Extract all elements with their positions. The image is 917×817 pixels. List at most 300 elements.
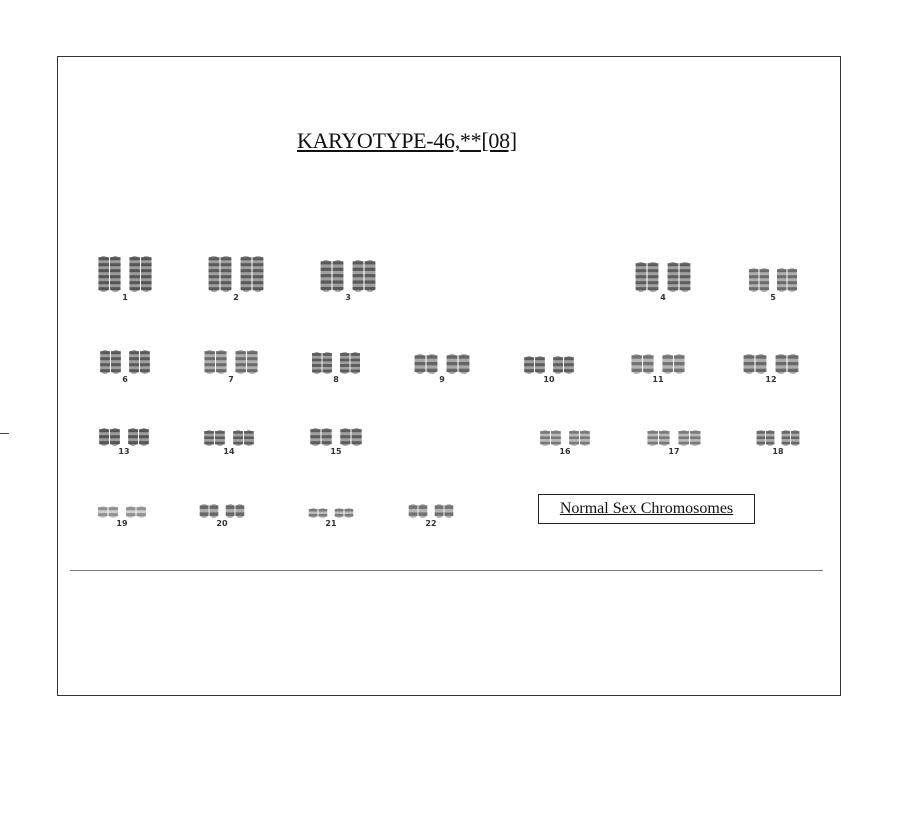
chromatid-band xyxy=(690,436,701,439)
chromosome-number: 4 xyxy=(660,293,666,302)
chromosome-19 xyxy=(94,506,150,530)
divider-line xyxy=(70,570,823,571)
chromatid-band xyxy=(204,351,215,354)
homolog-2 xyxy=(782,430,800,446)
chromosome-number: 18 xyxy=(772,447,784,456)
chromatid-band xyxy=(129,287,140,290)
chromatid-band xyxy=(318,509,327,512)
chromosome-pair-21 xyxy=(305,508,357,518)
chromatid-band xyxy=(569,431,579,434)
chromatid-band xyxy=(535,357,545,360)
chromatid-band xyxy=(141,263,152,266)
chromatid xyxy=(98,256,109,292)
chromatid-band xyxy=(98,287,109,290)
chromatid-band xyxy=(139,441,149,444)
chromatid-band xyxy=(447,369,458,372)
chromatid-band xyxy=(309,514,318,517)
chromosome-number: 10 xyxy=(543,375,555,384)
chromatid-band xyxy=(141,275,152,278)
chromatid-band xyxy=(674,355,685,358)
chromatid-band xyxy=(200,505,209,509)
homolog-1 xyxy=(540,430,561,446)
homolog-2 xyxy=(226,504,245,518)
chromatid xyxy=(141,256,152,292)
chromatid-band xyxy=(110,269,121,272)
chromatid-band xyxy=(766,436,775,439)
chromatid-band xyxy=(647,431,658,434)
chromatid-band xyxy=(241,269,252,272)
chromatid xyxy=(221,256,232,292)
chromatid-band xyxy=(759,287,769,290)
chromatid-band xyxy=(524,369,534,372)
chromatid-band xyxy=(553,357,563,360)
chromatid-band xyxy=(110,281,121,284)
chromosome-pair-9 xyxy=(410,354,474,374)
chromatid-band xyxy=(110,435,120,438)
chromatid-band xyxy=(749,287,759,290)
chromatid-band xyxy=(353,274,364,277)
chromatid-band xyxy=(128,441,138,444)
chromatid-band xyxy=(580,442,590,445)
chromatid-band xyxy=(126,507,136,510)
chromatid-band xyxy=(98,513,108,516)
chromatid-band xyxy=(129,357,139,360)
chromatid-band xyxy=(524,363,534,366)
chromatid-band xyxy=(340,441,350,444)
chromatid-band xyxy=(221,269,232,272)
chromosome-pair-2 xyxy=(204,256,268,292)
chromatid-band xyxy=(253,287,264,290)
chromatid-band xyxy=(322,441,332,444)
chromatid-band xyxy=(782,431,791,434)
chromatid-band xyxy=(787,287,797,290)
chromatid-band xyxy=(129,281,140,284)
chromatid-band xyxy=(136,513,146,516)
chromatid-band xyxy=(352,441,362,444)
chromatid-band xyxy=(756,355,767,358)
chromatid-band xyxy=(140,363,150,366)
chromatid-band xyxy=(141,287,152,290)
chromatid-band xyxy=(757,436,766,439)
chromatid-band xyxy=(680,269,691,272)
chromatid-band xyxy=(415,362,426,365)
chromatid-band xyxy=(209,281,220,284)
chromatid-band xyxy=(365,268,376,271)
chromatid-band xyxy=(756,362,767,365)
chromosome-number: 9 xyxy=(439,375,445,384)
chromatid-band xyxy=(759,269,769,272)
chromatid-band xyxy=(791,431,800,434)
chromatid-band xyxy=(631,362,642,365)
homolog-2 xyxy=(235,350,257,374)
chromatid-band xyxy=(551,442,561,445)
chromatid-band xyxy=(126,513,136,516)
chromatid-band xyxy=(344,509,353,512)
chromatid-band xyxy=(253,281,264,284)
chromatid-band xyxy=(353,280,364,283)
chromatid-band xyxy=(365,274,376,277)
chromosome-number: 20 xyxy=(216,519,228,528)
chromatid-band xyxy=(110,287,121,290)
chromatid-band xyxy=(659,436,670,439)
chromatid-band xyxy=(540,431,550,434)
chromosome-pair-8 xyxy=(308,352,364,374)
chromatid-band xyxy=(680,275,691,278)
chromosome-number: 19 xyxy=(116,519,128,528)
chromatid-band xyxy=(648,281,659,284)
chromatid-band xyxy=(749,275,759,278)
chromosome-number: 17 xyxy=(668,447,680,456)
chromatid-band xyxy=(200,512,209,516)
chromatid-band xyxy=(244,436,254,439)
chromatid-band xyxy=(241,257,252,260)
chromosome-21 xyxy=(305,508,357,530)
chromatid-band xyxy=(129,275,140,278)
chromatid-band xyxy=(209,263,220,266)
chromatid-band xyxy=(247,369,258,372)
chromatid-band xyxy=(415,355,426,358)
chromosome-number: 7 xyxy=(228,375,234,384)
chromosome-1 xyxy=(94,256,156,304)
homolog-1 xyxy=(312,352,332,374)
chromatid-band xyxy=(241,287,252,290)
chromosome-15 xyxy=(306,428,366,458)
chromosome-17 xyxy=(643,430,705,458)
chromatid-band xyxy=(418,505,427,509)
chromatid-band xyxy=(111,351,121,354)
chromatid-band xyxy=(447,362,458,365)
chromatid-band xyxy=(757,442,766,445)
chromatid-band xyxy=(204,436,214,439)
chromatid-band xyxy=(244,431,254,434)
homolog-1 xyxy=(321,260,344,292)
chromatid-band xyxy=(221,275,232,278)
homolog-2 xyxy=(340,428,361,446)
chromatid-band xyxy=(209,275,220,278)
chromatid-band xyxy=(350,359,360,362)
chromatid-band xyxy=(668,287,679,290)
chromatid-band xyxy=(564,363,574,366)
chromosome-11 xyxy=(627,354,689,386)
homolog-1 xyxy=(524,356,545,374)
chromatid-band xyxy=(141,269,152,272)
chromatid-band xyxy=(435,512,444,516)
chromosome-number: 6 xyxy=(122,375,128,384)
chromosome-12 xyxy=(739,354,803,386)
chromatid-band xyxy=(111,369,121,372)
chromatid-band xyxy=(690,442,701,445)
chromatid-band xyxy=(340,370,350,373)
chromatid-band xyxy=(140,357,150,360)
chromatid-band xyxy=(427,362,438,365)
chromatid xyxy=(241,256,252,292)
chromatid-band xyxy=(312,364,322,367)
chromatid-band xyxy=(98,257,109,260)
chromosome-number: 12 xyxy=(765,375,777,384)
chromatid-band xyxy=(110,275,121,278)
chromatid-band xyxy=(241,263,252,266)
homolog-2 xyxy=(126,506,146,518)
chromatid-band xyxy=(459,355,470,358)
chromosome-10 xyxy=(520,356,578,386)
homolog-2 xyxy=(128,428,149,446)
chromatid-band xyxy=(129,369,139,372)
chromatid-band xyxy=(100,363,110,366)
chromatid-band xyxy=(100,351,110,354)
chromosome-13 xyxy=(95,428,153,458)
chromatid-band xyxy=(98,263,109,266)
chromosome-pair-6 xyxy=(96,350,154,374)
chromatid-band xyxy=(99,429,109,432)
chromatid-band xyxy=(108,513,118,516)
homolog-2 xyxy=(662,354,684,374)
chromosome-number: 5 xyxy=(770,293,776,302)
homolog-2 xyxy=(678,430,700,446)
chromatid-band xyxy=(415,369,426,372)
chromatid-band xyxy=(136,507,146,510)
chromosome-pair-5 xyxy=(745,268,801,292)
homolog-1 xyxy=(204,430,225,446)
chromatid-band xyxy=(791,442,800,445)
chromatid-band xyxy=(668,269,679,272)
chromatid-band xyxy=(352,435,362,438)
chromatid-band xyxy=(333,268,344,271)
chromatid-band xyxy=(444,505,453,509)
chromatid-band xyxy=(253,275,264,278)
chromatid-band xyxy=(235,357,246,360)
chromatid-band xyxy=(216,369,227,372)
chromatid-band xyxy=(540,436,550,439)
chromatid-band xyxy=(333,261,344,264)
karyotype-title: KARYOTYPE-46,**[08] xyxy=(297,128,517,153)
chromatid-band xyxy=(344,514,353,517)
chromatid-band xyxy=(209,269,220,272)
chromatid xyxy=(209,256,220,292)
chromosome-pair-13 xyxy=(95,428,153,446)
chromatid-band xyxy=(321,268,332,271)
chromatid-band xyxy=(668,263,679,266)
homolog-2 xyxy=(353,260,376,292)
homolog-1 xyxy=(200,504,219,518)
chromosome-pair-15 xyxy=(306,428,366,446)
chromatid-band xyxy=(757,431,766,434)
chromosome-2 xyxy=(204,256,268,304)
chromatid-band xyxy=(678,442,689,445)
chromatid-band xyxy=(335,509,344,512)
chromatid-band xyxy=(322,435,332,438)
chromatid-band xyxy=(580,431,590,434)
chromatid-band xyxy=(759,281,769,284)
chromatid-band xyxy=(782,436,791,439)
chromatid-band xyxy=(216,363,227,366)
chromatid-band xyxy=(110,263,121,266)
chromatid-band xyxy=(643,355,654,358)
chromatid-band xyxy=(309,509,318,512)
chromatid-band xyxy=(204,442,214,445)
chromatid-band xyxy=(631,355,642,358)
chromatid-band xyxy=(235,351,246,354)
chromatid-band xyxy=(129,351,139,354)
chromatid-band xyxy=(321,280,332,283)
chromatid-band xyxy=(111,357,121,360)
chromosome-6 xyxy=(96,350,154,386)
homolog-1 xyxy=(309,508,328,518)
chromatid-band xyxy=(409,505,418,509)
chromatid-band xyxy=(524,357,534,360)
chromatid-band xyxy=(322,429,332,432)
chromatid-band xyxy=(668,281,679,284)
chromatid-band xyxy=(787,269,797,272)
homolog-2 xyxy=(668,262,691,292)
chromatid-band xyxy=(674,362,685,365)
chromatid-band xyxy=(352,429,362,432)
chromatid-band xyxy=(128,435,138,438)
chromatid-band xyxy=(647,442,658,445)
chromatid-band xyxy=(636,275,647,278)
chromosome-pair-18 xyxy=(753,430,803,446)
chromatid-band xyxy=(350,370,360,373)
chromatid-band xyxy=(247,357,258,360)
chromatid-band xyxy=(744,362,755,365)
chromatid-band xyxy=(233,431,243,434)
chromatid-band xyxy=(333,287,344,290)
chromatid-band xyxy=(129,363,139,366)
chromatid-band xyxy=(98,281,109,284)
chromatid-band xyxy=(643,362,654,365)
chromatid-band xyxy=(98,507,108,510)
chromatid-band xyxy=(659,442,670,445)
chromosome-pair-16 xyxy=(536,430,594,446)
chromatid-band xyxy=(759,275,769,278)
chromatid-band xyxy=(353,287,364,290)
chromatid-band xyxy=(648,269,659,272)
chromatid-band xyxy=(776,369,787,372)
homolog-1 xyxy=(98,256,120,292)
chromatid-band xyxy=(418,512,427,516)
chromatid-band xyxy=(129,269,140,272)
chromosome-number: 16 xyxy=(559,447,571,456)
chromatid-band xyxy=(636,281,647,284)
chromosome-number: 8 xyxy=(333,375,339,384)
chromatid-band xyxy=(744,369,755,372)
chromatid-band xyxy=(535,363,545,366)
chromatid-band xyxy=(99,435,109,438)
chromatid-band xyxy=(777,269,787,272)
chromosome-pair-22 xyxy=(405,504,457,518)
chromatid-band xyxy=(98,275,109,278)
homolog-1 xyxy=(409,504,428,518)
chromatid-band xyxy=(690,431,701,434)
chromatid-band xyxy=(312,353,322,356)
chromatid-band xyxy=(321,261,332,264)
chromatid-band xyxy=(569,436,579,439)
homolog-2 xyxy=(129,350,150,374)
chromatid-band xyxy=(221,281,232,284)
chromatid-band xyxy=(215,431,225,434)
chromatid-band xyxy=(787,281,797,284)
chromatid-band xyxy=(353,268,364,271)
chromosome-5 xyxy=(745,268,801,304)
chromatid-band xyxy=(636,263,647,266)
chromosome-3 xyxy=(316,260,380,304)
chromatid-band xyxy=(247,351,258,354)
chromatid-band xyxy=(777,287,787,290)
chromatid-band xyxy=(648,287,659,290)
homolog-2 xyxy=(777,268,797,292)
chromosome-20 xyxy=(196,504,248,530)
chromatid-band xyxy=(310,441,320,444)
homolog-2 xyxy=(241,256,264,292)
chromosome-pair-17 xyxy=(643,430,705,446)
chromatid-band xyxy=(235,505,244,509)
chromatid-band xyxy=(540,442,550,445)
chromosome-pair-10 xyxy=(520,356,578,374)
chromatid-band xyxy=(233,436,243,439)
chromosome-number: 22 xyxy=(425,519,437,528)
chromatid-band xyxy=(749,269,759,272)
chromatid-band xyxy=(569,442,579,445)
chromatid-band xyxy=(766,431,775,434)
chromatid-band xyxy=(350,364,360,367)
chromatid-band xyxy=(766,442,775,445)
chromatid-band xyxy=(777,281,787,284)
chromatid-band xyxy=(110,429,120,432)
chromatid-band xyxy=(680,287,691,290)
chromosome-number: 11 xyxy=(652,375,664,384)
chromatid-band xyxy=(553,363,563,366)
chromatid-band xyxy=(335,514,344,517)
chromatid-band xyxy=(108,507,118,510)
chromatid-band xyxy=(321,287,332,290)
chromatid-band xyxy=(98,269,109,272)
chromatid-band xyxy=(564,357,574,360)
chromatid-band xyxy=(647,436,658,439)
chromatid-band xyxy=(353,261,364,264)
chromatid-band xyxy=(551,436,561,439)
homolog-2 xyxy=(129,256,151,292)
chromatid-band xyxy=(776,362,787,365)
chromatid-band xyxy=(128,429,138,432)
chromatid-band xyxy=(777,275,787,278)
chromatid-band xyxy=(680,281,691,284)
chromatid-band xyxy=(140,369,150,372)
chromatid-band xyxy=(636,287,647,290)
chromatid-band xyxy=(204,363,215,366)
chromatid-band xyxy=(253,269,264,272)
chromatid-band xyxy=(110,441,120,444)
homolog-2 xyxy=(233,430,254,446)
chromosome-pair-20 xyxy=(196,504,248,518)
homolog-1 xyxy=(310,428,331,446)
chromatid-band xyxy=(662,369,673,372)
chromatid-band xyxy=(444,512,453,516)
chromatid-band xyxy=(782,442,791,445)
chromatid-band xyxy=(340,435,350,438)
chromosome-number: 13 xyxy=(118,447,130,456)
chromosome-pair-14 xyxy=(200,430,258,446)
homolog-2 xyxy=(435,504,454,518)
chromatid-band xyxy=(648,263,659,266)
chromatid-band xyxy=(235,369,246,372)
homolog-2 xyxy=(340,352,360,374)
chromosome-number: 15 xyxy=(330,447,342,456)
chromatid-band xyxy=(322,364,332,367)
edge-tick-mark xyxy=(0,433,9,434)
chromatid-band xyxy=(749,281,759,284)
chromatid-band xyxy=(204,369,215,372)
chromatid-band xyxy=(333,280,344,283)
chromatid-band xyxy=(788,369,799,372)
